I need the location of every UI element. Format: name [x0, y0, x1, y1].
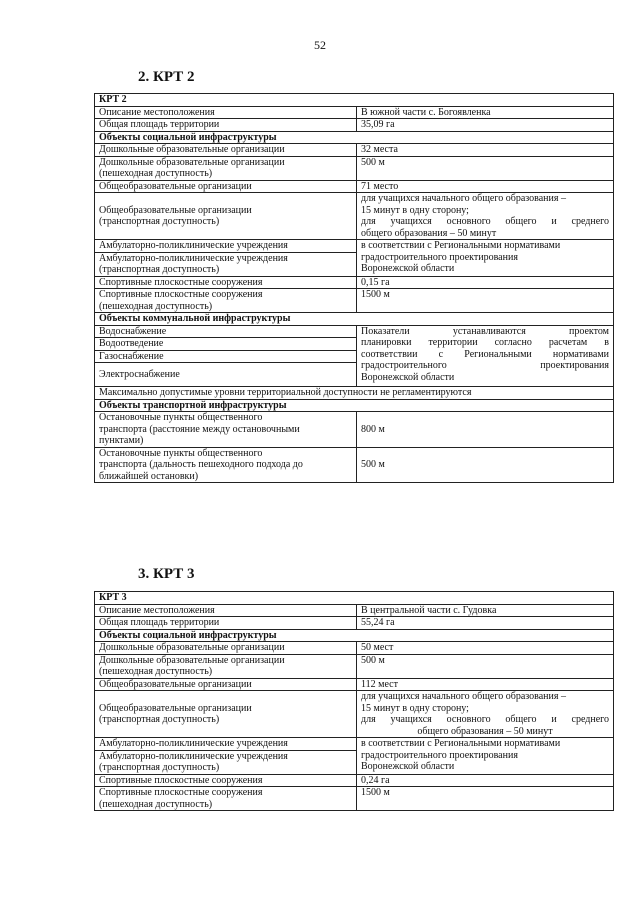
label-line: транспорта (дальность пешеходного подхода до [99, 459, 303, 470]
communal-value [357, 325, 614, 387]
value-line: общего образования – 50 минут [361, 227, 497, 239]
label-line: (пешеходная доступность) [99, 300, 213, 312]
value-line: градостроительного проектирования [361, 251, 518, 263]
communal-heading: Объекты коммунальной инфраструктуры [95, 313, 614, 326]
general-transport-value [357, 193, 614, 240]
clinic-transport-label [95, 252, 357, 276]
transport-heading: Объекты транспортной инфраструктуры [95, 399, 614, 412]
general-transport-label [95, 691, 357, 738]
krt-2-table [94, 93, 614, 483]
label-line: Дошкольные образовательные организации [99, 654, 285, 666]
table-row [95, 678, 614, 691]
label-line: Амбулаторно-поликлинические учреждения [99, 252, 288, 264]
clinic-value [357, 240, 614, 277]
section-3-title: 3. КРТ 3 [138, 566, 195, 582]
label-line: (транспортная доступность) [99, 714, 220, 725]
page-number: 52 [314, 38, 326, 52]
table-row [95, 144, 614, 157]
krt-3-header: КРТ 3 [95, 592, 614, 605]
label-line: пунктами) [99, 435, 144, 446]
table-row [95, 106, 614, 119]
table-row [95, 240, 614, 253]
preschool-walk-label [95, 654, 357, 678]
clinic-label: Амбулаторно-поликлинические учреждения [95, 738, 357, 751]
table-row [95, 738, 614, 751]
section-2-title: 2. КРТ 2 [138, 69, 195, 85]
table-row [95, 787, 614, 811]
general-value: 112 мест [357, 678, 614, 691]
table-row [95, 774, 614, 787]
area-label: Общая площадь территории [95, 119, 357, 132]
value-line: Воронежской области [361, 263, 455, 274]
value-line: 15 минут в одну сторону; [361, 204, 469, 216]
label-line: (пешеходная доступность) [99, 798, 213, 810]
sport-label: Спортивные плоскостные сооружения [95, 276, 357, 289]
value-line: градостроительного проектирования [361, 360, 609, 371]
label-line: Дошкольные образовательные организации [99, 156, 285, 168]
table-row [95, 313, 614, 326]
krt-2-header: КРТ 2 [95, 94, 614, 107]
value-line: в соответствии с Региональными нормативами [361, 240, 561, 251]
table-row [95, 617, 614, 630]
water-supply-label: Водоснабжение [95, 325, 357, 338]
table-row [95, 119, 614, 132]
label-line: Общеобразовательные организации [99, 204, 252, 216]
social-heading: Объекты социальной инфраструктуры [95, 629, 614, 642]
table-row [95, 193, 614, 240]
water-disposal-label: Водоотведение [95, 338, 357, 351]
sport-label: Спортивные плоскостные сооружения [95, 774, 357, 787]
label-line: транспорта (расстояние между остановочными [99, 423, 300, 435]
label-line: Общеобразовательные организации [99, 702, 252, 714]
value-line: Воронежской области [361, 761, 455, 772]
value-line: для учащихся начального общего образования – [361, 193, 566, 204]
value-line: 15 минут в одну сторону; [361, 702, 469, 714]
table-row [95, 156, 614, 180]
table-row [95, 325, 614, 338]
general-transport-label [95, 193, 357, 240]
label-line: (транспортная доступность) [99, 762, 220, 773]
sport-value: 0,24 га [357, 774, 614, 787]
max-levels-note: Максимально допустимые уровни территориальной доступности не регламентируются [95, 387, 614, 400]
sport-walk-value: 1500 м [357, 289, 614, 313]
preschool-value: 32 места [357, 144, 614, 157]
preschool-walk-value: 500 м [357, 654, 614, 678]
label-line: Остановочные пункты общественного [99, 412, 263, 423]
label-line: (пешеходная доступность) [99, 666, 213, 677]
preschool-label: Дошкольные образовательные организации [95, 642, 357, 655]
area-value: 55,24 га [357, 617, 614, 630]
table-row [95, 654, 614, 678]
sport-walk-label [95, 289, 357, 313]
preschool-label: Дошкольные образовательные организации [95, 144, 357, 157]
stops-walk-value: 500 м [357, 447, 614, 483]
table-row [95, 289, 614, 313]
table-row [95, 387, 614, 400]
general-value: 71 место [357, 180, 614, 193]
sport-walk-value: 1500 м [357, 787, 614, 811]
table-row [95, 276, 614, 289]
area-label: Общая площадь территории [95, 617, 357, 630]
area-value: 35,09 га [357, 119, 614, 132]
value-line: градостроительного проектирования [361, 749, 518, 761]
label-line: Спортивные плоскостные сооружения [99, 787, 263, 798]
label-line: (пешеходная доступность) [99, 168, 213, 179]
table-row [95, 447, 614, 483]
table-row [95, 412, 614, 448]
clinic-transport-label [95, 750, 357, 774]
table-row [95, 629, 614, 642]
value-line: соответствии с Региональными нормативами [361, 348, 609, 360]
table-row [95, 399, 614, 412]
general-transport-value [357, 691, 614, 738]
stops-distance-label [95, 412, 357, 448]
clinic-value [357, 738, 614, 775]
label-line: Остановочные пункты общественного [99, 447, 263, 459]
clinic-label: Амбулаторно-поликлинические учреждения [95, 240, 357, 253]
preschool-value: 50 мест [357, 642, 614, 655]
location-label: Описание местоположения [95, 106, 357, 119]
table-row [95, 180, 614, 193]
table-row [95, 604, 614, 617]
social-heading: Объекты социальной инфраструктуры [95, 131, 614, 144]
value-line: для учащихся начального общего образования – [361, 691, 566, 702]
value-line: планировки территории согласно расчетам в [361, 337, 609, 348]
sport-walk-label [95, 787, 357, 811]
value-line: Воронежской области [361, 371, 455, 383]
label-line: Амбулаторно-поликлинические учреждения [99, 750, 288, 762]
value-line: общего образования – 50 минут [417, 725, 553, 737]
value-line: для учащихся основного общего и среднего [361, 216, 609, 227]
label-line: Спортивные плоскостные сооружения [99, 289, 263, 300]
preschool-walk-label [95, 156, 357, 180]
location-value: В центральной части с. Гудовка [357, 604, 614, 617]
table-row [95, 94, 614, 107]
table-row [95, 691, 614, 738]
general-label: Общеобразовательные организации [95, 678, 357, 691]
value-line: в соответствии с Региональными нормативами [361, 738, 561, 749]
electricity-label: Электроснабжение [95, 363, 357, 387]
location-value: В южной части с. Богоявленка [357, 106, 614, 119]
preschool-walk-value: 500 м [357, 156, 614, 180]
gas-supply-label: Газоснабжение [95, 350, 357, 363]
value-line: для учащихся основного общего и среднего [361, 714, 609, 725]
table-row [95, 592, 614, 605]
label-line: (транспортная доступность) [99, 216, 220, 227]
table-row [95, 642, 614, 655]
value-line: Показатели устанавливаются проектом [361, 325, 609, 337]
krt-3-table [94, 591, 614, 811]
stops-distance-value: 800 м [357, 412, 614, 448]
label-line: (транспортная доступность) [99, 264, 220, 275]
stops-walk-label [95, 447, 357, 483]
location-label: Описание местоположения [95, 604, 357, 617]
table-row [95, 131, 614, 144]
sport-value: 0,15 га [357, 276, 614, 289]
label-line: ближайшей остановки) [99, 470, 199, 482]
general-label: Общеобразовательные организации [95, 180, 357, 193]
